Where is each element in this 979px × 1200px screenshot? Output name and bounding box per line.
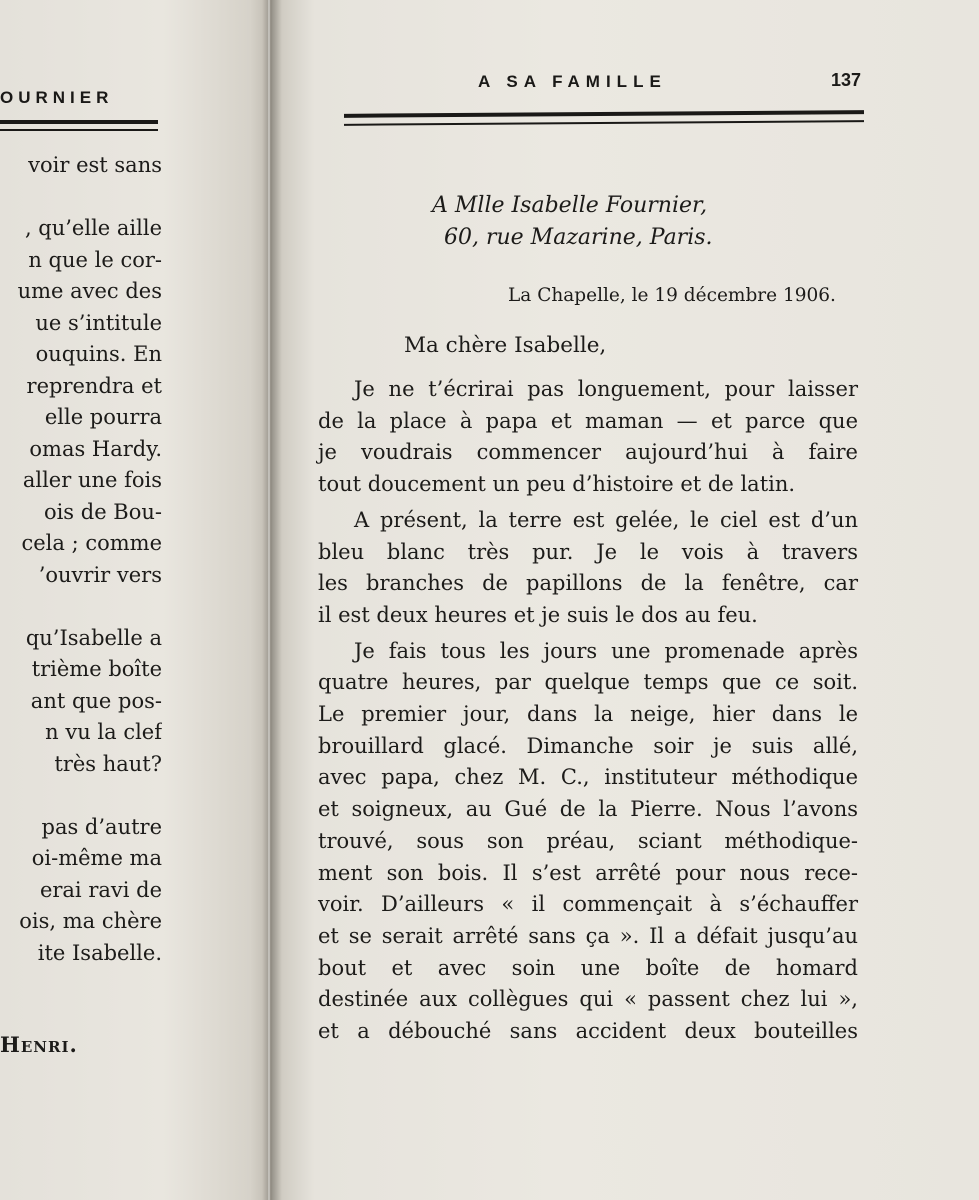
page-number: 137 <box>831 70 862 90</box>
left-page-text <box>0 150 162 969</box>
left-line: pas d’autre <box>41 814 162 839</box>
left-page <box>0 0 272 1200</box>
left-line: aller une fois <box>22 468 162 492</box>
body-line: destinée aux collègues qui « passent chez lui », <box>318 987 858 1012</box>
left-line: erai ravi de <box>39 877 162 902</box>
left-line: trième boîte <box>31 657 162 681</box>
left-running-head: OURNIER <box>0 88 114 107</box>
body-line: ment son bois. Il s’est arrêté pour nous rece- <box>318 860 858 885</box>
left-line: ite Isabelle. <box>37 940 162 965</box>
body-line: je voudrais commencer aujourd’hui à faire <box>318 440 858 465</box>
left-line: elle pourra <box>44 405 162 429</box>
body-line: bout et avec soin une boîte de homard <box>318 955 858 980</box>
left-line-gap <box>0 591 162 623</box>
left-line: ue s’intitule <box>35 310 162 335</box>
body-line: et se serait arrêté sans ça ». Il a défait jusqu’au <box>318 923 858 948</box>
left-line: ume avec des <box>17 279 162 303</box>
left-line: qu’Isabelle a <box>25 625 162 650</box>
left-line: n vu la clef <box>45 720 162 744</box>
letter-salutation: Ma chère Isabelle, <box>404 333 607 358</box>
left-line: omas Hardy. <box>29 436 162 461</box>
body-line: de la place à papa et maman — et parce que <box>318 408 858 433</box>
left-line: cela ; comme <box>21 531 162 555</box>
left-line: reprendra et <box>26 373 162 398</box>
letter-dateline: La Chapelle, le 19 décembre 1906. <box>508 285 836 306</box>
body-line: quatre heures, par quelque temps que ce soit. <box>318 670 858 695</box>
body-line: trouvé, sous son préau, sciant méthodique- <box>318 828 858 853</box>
body-line: Je fais tous les jours une promenade après <box>354 638 858 663</box>
body-line: voir. D’ailleurs « il commençait à s’échauffer <box>318 892 858 917</box>
address-line-street: 60, rue Mazarine, Paris. <box>444 225 713 250</box>
body-line: bleu blanc très pur. Je le vois à travers <box>318 539 858 564</box>
left-line: voir est sans <box>28 153 162 177</box>
left-header-rule-thin <box>0 129 158 131</box>
left-line-gap <box>0 780 162 812</box>
letter-body <box>318 374 858 1048</box>
left-line: très haut? <box>54 751 162 776</box>
left-line-gap <box>0 182 162 214</box>
body-line: et a débouché sans accident deux bouteilles <box>318 1019 858 1044</box>
body-line: tout doucement un peu d’histoire et de latin. <box>318 472 796 497</box>
left-line: ois, ma chère <box>19 909 162 933</box>
body-line: avec papa, chez M. C., instituteur méthodique <box>318 765 858 790</box>
body-line: A présent, la terre est gelée, le ciel est d’un <box>354 507 858 532</box>
body-line: et soigneux, au Gué de la Pierre. Nous l’avons <box>318 797 858 822</box>
address-line-recipient: A Mlle Isabelle Fournier, <box>432 193 708 218</box>
body-line: brouillard glacé. Dimanche soir je suis allé, <box>318 733 858 758</box>
body-line: Le premier jour, dans la neige, hier dans le <box>318 702 858 727</box>
body-line: il est deux heures et je suis le dos au feu. <box>318 602 758 627</box>
left-line: ant que pos- <box>30 688 162 713</box>
left-line: oi-même ma <box>31 846 162 870</box>
left-line: ouquins. En <box>35 342 162 366</box>
left-line: n que le cor- <box>28 247 162 272</box>
letter-signature: Henri. <box>0 1032 78 1057</box>
left-header-rule-thick <box>0 120 158 124</box>
body-line: Je ne t’écrirai pas longuement, pour laisser <box>354 377 858 401</box>
letter-address <box>420 190 820 254</box>
body-line: les branches de papillons de la fenêtre, car <box>318 571 858 596</box>
left-line: , qu’elle aille <box>24 216 162 240</box>
right-running-head: A SA FAMILLE <box>478 72 667 91</box>
book-gutter <box>262 0 282 1200</box>
page-crease <box>268 0 270 1200</box>
left-line: ’ouvrir vers <box>38 562 162 587</box>
left-line: ois de Bou- <box>43 499 162 524</box>
